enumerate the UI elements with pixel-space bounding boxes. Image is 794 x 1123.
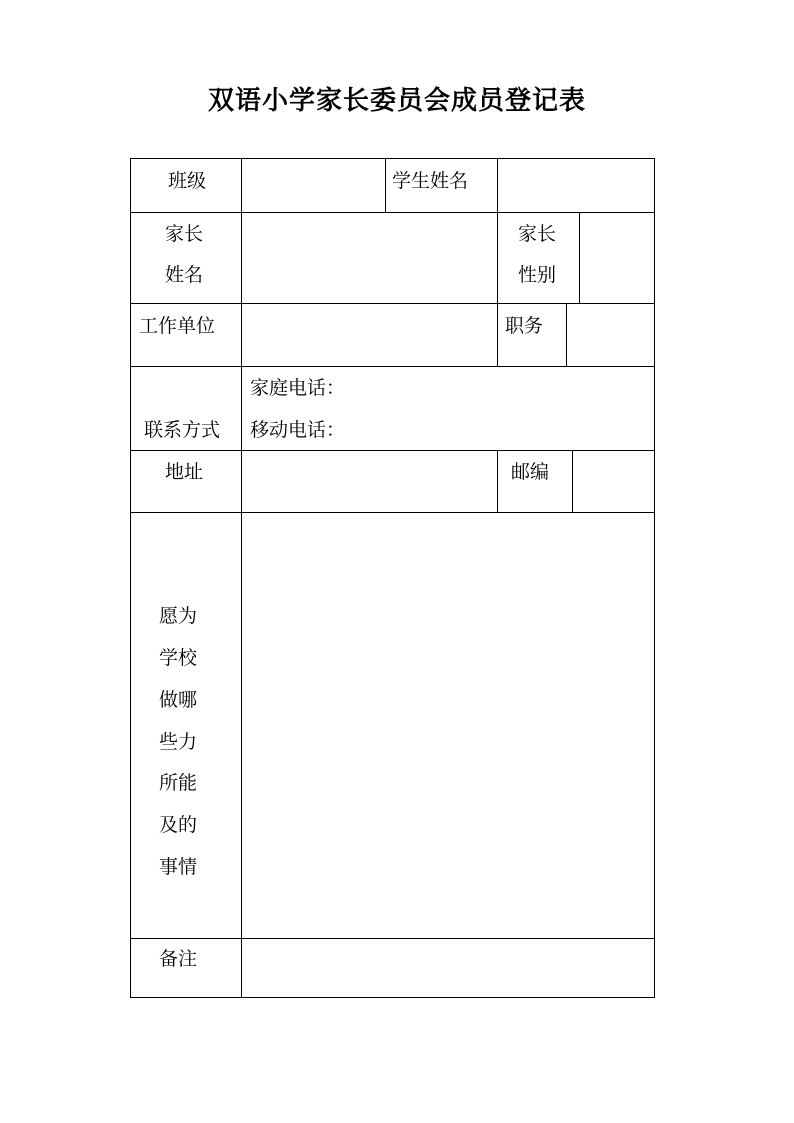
parent-gender-value-field[interactable] (580, 213, 654, 303)
address-label: 地址 (165, 461, 204, 483)
postcode-label: 邮编 (511, 461, 550, 483)
remarks-label: 备注 (159, 948, 198, 970)
table-border-right (654, 158, 655, 998)
parent-divider-1 (497, 212, 498, 303)
student-name-label: 学生姓名 (392, 170, 469, 192)
work-unit-value-field[interactable] (242, 304, 497, 366)
form-title: 双语小学家长委员会成员登记表 (207, 86, 586, 116)
work-unit-label: 工作单位 (139, 315, 216, 337)
parent-gender-label-line1: 家长 (518, 223, 557, 245)
parent-name-label-line1: 家长 (165, 223, 204, 245)
willing-label-line5: 所能 (159, 772, 198, 794)
row-divider-work (130, 366, 655, 367)
address-divider-1 (497, 450, 498, 512)
home-phone-value-field[interactable] (360, 368, 654, 406)
willing-label-line4: 些力 (159, 731, 198, 753)
home-phone-label: 家庭电话： (250, 377, 346, 399)
table-border-left (130, 158, 131, 998)
student-name-value-field[interactable] (498, 159, 654, 212)
class-label: 班级 (168, 170, 207, 192)
willing-label-line3: 做哪 (159, 689, 198, 711)
address-value-field[interactable] (242, 451, 497, 512)
remarks-value-field[interactable] (242, 939, 654, 997)
registration-table (130, 158, 655, 998)
mobile-phone-value-field[interactable] (360, 410, 654, 450)
willing-label-line7: 事情 (159, 856, 198, 878)
table-border-bottom (130, 997, 655, 998)
willing-label-line2: 学校 (159, 647, 198, 669)
postcode-value-field[interactable] (573, 451, 654, 512)
parent-name-label-line2: 姓名 (165, 264, 204, 286)
position-label: 职务 (505, 315, 544, 337)
parent-gender-label-line2: 性别 (518, 264, 557, 286)
work-divider-1 (497, 303, 498, 366)
class-divider-1 (385, 158, 386, 212)
position-value-field[interactable] (567, 304, 654, 366)
class-value-field[interactable] (242, 159, 385, 212)
willing-label-line6: 及的 (159, 814, 198, 836)
willing-value-field[interactable] (242, 513, 654, 938)
mobile-phone-label: 移动电话： (250, 419, 346, 441)
contact-label: 联系方式 (144, 419, 221, 441)
willing-label-line1: 愿为 (159, 605, 198, 627)
parent-name-value-field[interactable] (242, 213, 497, 303)
